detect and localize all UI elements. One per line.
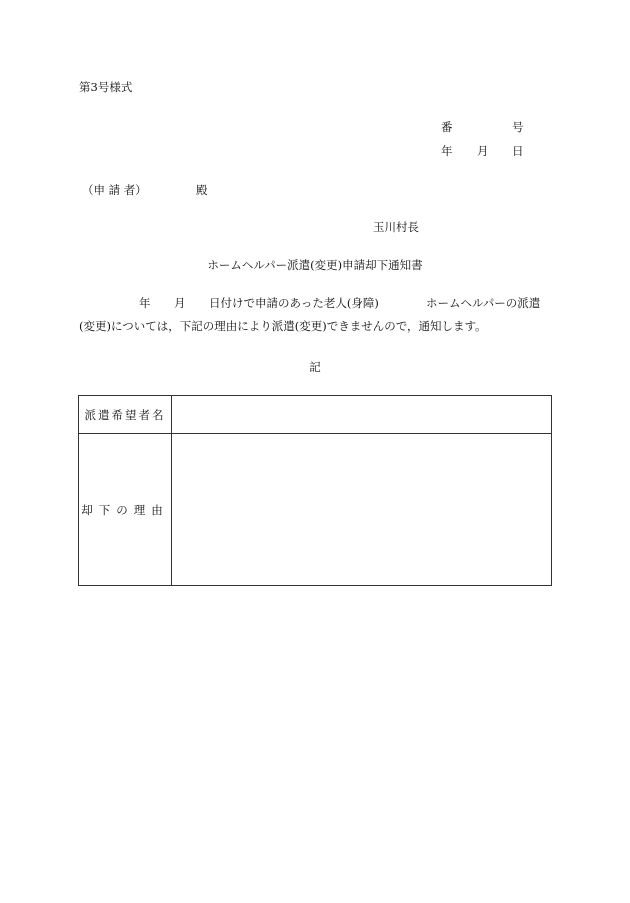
date-month-label: 月 [477, 144, 489, 158]
body-segment-1: 日付けで申請のあった老人(身障) [209, 296, 379, 310]
applicant-name-field[interactable] [172, 396, 552, 434]
table-row-reason [79, 434, 552, 586]
number-go-label: 号 [512, 120, 524, 134]
number-ban-label: 番 [441, 120, 453, 134]
rejection-reason-field[interactable] [172, 434, 552, 586]
honorific-dono: 殿 [196, 183, 208, 197]
date-day-label: 日 [512, 144, 524, 158]
document-title: ホームヘルパー派遣(変更)申請却下通知書 [207, 258, 423, 272]
applicant-name-label: 派遣希望者名 [79, 396, 172, 434]
body-segment-2: ホームヘルパーの派遣 [426, 296, 541, 310]
table-row-applicant [79, 396, 552, 434]
body-year: 年 [139, 296, 151, 310]
issuer-name: 玉川村長 [373, 220, 419, 234]
body-month: 月 [174, 296, 186, 310]
form-number: 第3号様式 [79, 80, 133, 94]
ki-heading: 記 [309, 360, 321, 374]
body-line-2: (変更)については，下記の理由により派遣(変更)できませんので，通知します。 [79, 319, 487, 333]
rejection-reason-label: 却下の理由 [79, 434, 172, 586]
applicant-label: （申 請 者） [82, 183, 147, 197]
detail-table [78, 395, 552, 586]
date-year-label: 年 [441, 144, 453, 158]
